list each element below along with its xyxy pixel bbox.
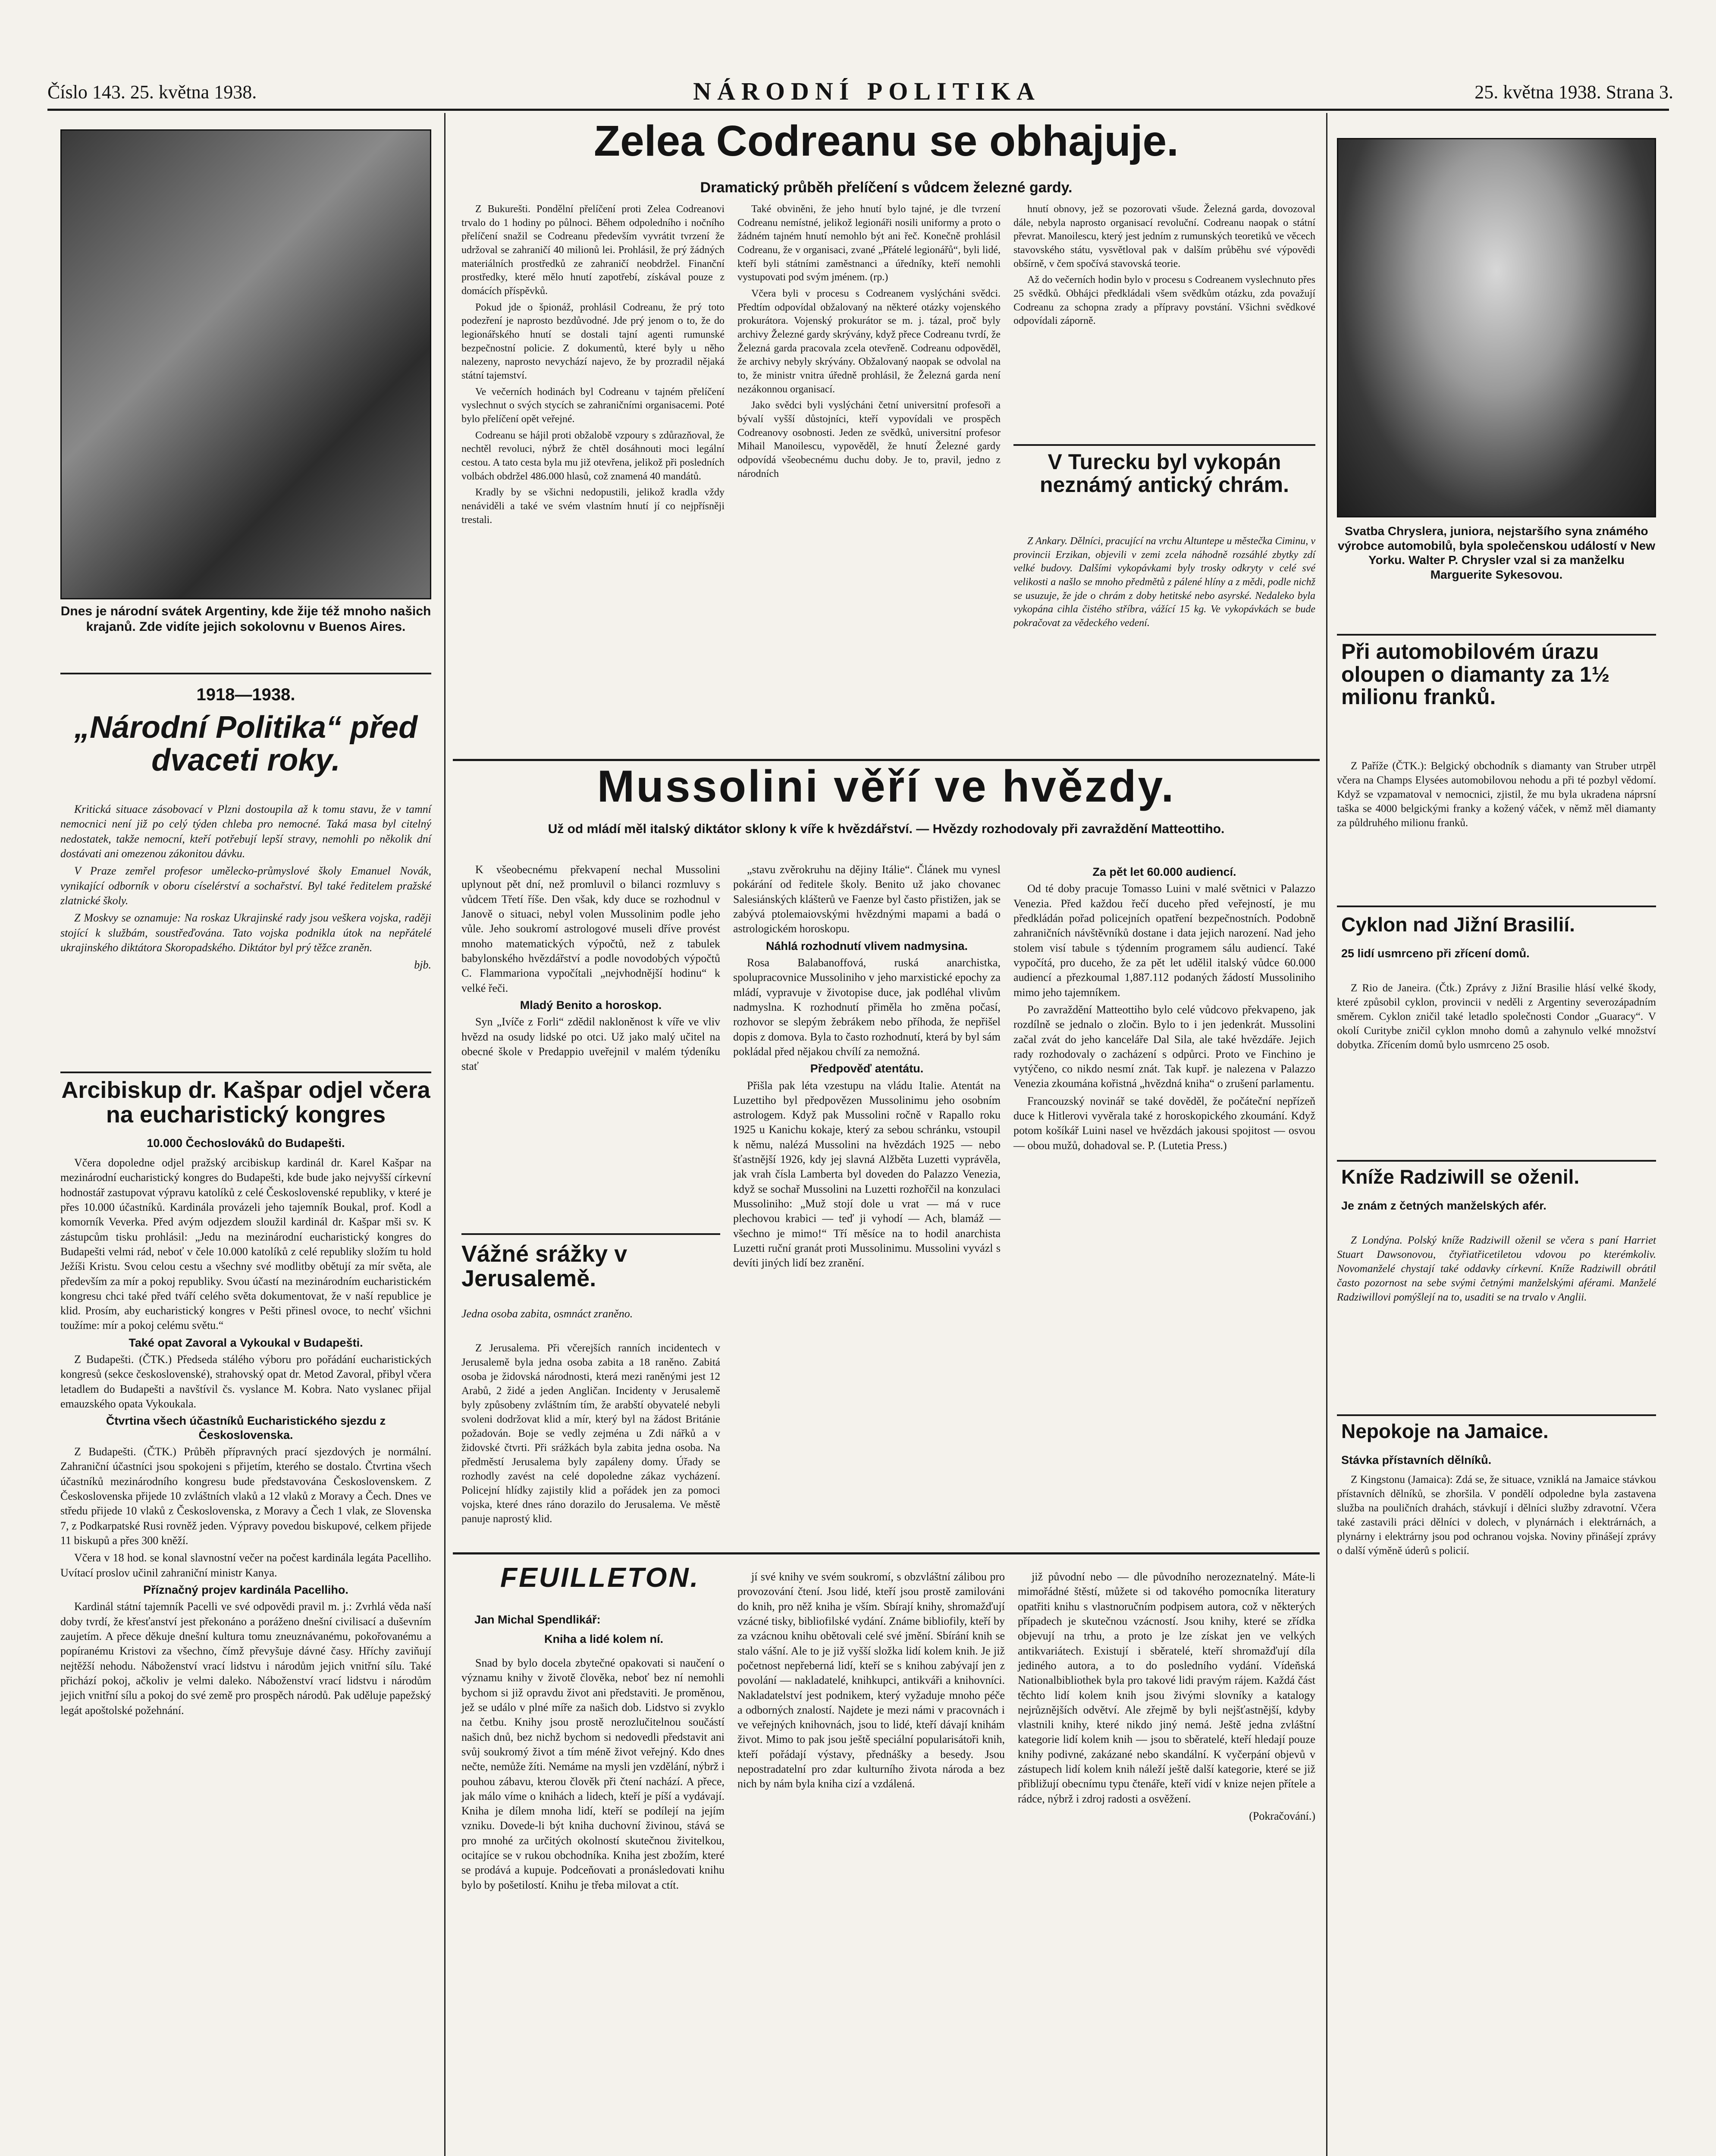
anniversary-headline: „Národní Politika“ před dvaceti roky. (74, 710, 418, 777)
nahla-subhead: Náhlá rozhodnutí vlivem nadmysina. (765, 939, 968, 953)
predpoved-subhead: Předpověď atentátu. (810, 1062, 924, 1075)
rule (461, 1233, 720, 1235)
paragraph: Z Kingstonu (Jamaica): Zdá se, že situace, vzniklá na Jamaice stávkou přístavních dělníků, se zhoršila. V pondělí odpoledne byla zastavena služba na pouličních drahách, stávkují i dělníci služby zdravotní. Včera také zastavili práci dělníci v dolech, v plynárnách i elektrárnách, a plynárny i elektrárny jsou pod ochranou vojska. Noviny přinášejí zprávy o další výměně úderů s policií. (1337, 1474, 1656, 1557)
diamant-headline: Při automobilovém úrazu oloupen o diamanty za 1½ milionu franků. (1341, 639, 1610, 709)
paragraph: Pokud jde o špionáž, prohlásil Codreanu, že prý toto podezření je naprosto bezdůvodné. Jde prý jenom o to, že do legionářského hnutí se dostali tajní agenti rumunské bezpečnostní policie. Z dokumentů, které byly u něho nalezeny, naprosto nevychází najevo, že by prozradil nějaká státní tajemství. (461, 301, 725, 382)
rule (1337, 1414, 1656, 1416)
feuilleton-col1 (461, 1656, 725, 1895)
rule (1337, 1160, 1656, 1162)
jamajka-body (1337, 1473, 1656, 1561)
mlady-subhead: Mladý Benito a horoskop. (520, 998, 662, 1012)
paragraph: Po zavraždění Matteottiho bylo celé vůdcovo překvapeno, jak rozdílně se jednalo o zločin. Bylo to i jen jedenkrát. Mussolini začal zvát do jeho kanceláře Dal Sila, ale také hvězdáře. Jejich rady rozhodovaly o zacházení s odpůrci. Proto ve Finchino je vytýčeno, co nikdo nesmí znát. Tak kupř. je nalezena v Palazzo Venezia zkoumána kořistná „hvězdná kniha“ o zrušení parlamentu. (1013, 1003, 1315, 1090)
paragraph: V Praze zemřel profesor umělecko-průmyslové školy Emanuel Novák, vynikající odborník v oboru císelérství a sochařství. Byl také ředitelem pražské zlatnické školy. (60, 865, 431, 907)
paragraph: K všeobecnému překvapení nechal Mussolini uplynout pět dní, než promluvil o bilanci rozmluvy s vůdcem Třetí říše. Den však, kdy duce se rozhodnul v Janově o situaci, nebyl volen Mussolinim podle jeho vůle. Jeho soukromí astrologové museli dříve provést mnoho matematických výpočtů, než z tabulek babylonského hvězdářství a podle novodobých výpočtů C. Flammariona vypočítali „nejvhodnější hodinu“ k velké řeči. (461, 863, 720, 994)
feuilleton-headline: FEUILLETON. (500, 1562, 700, 1593)
paragraph: Až do večerních hodin bylo v procesu s Codreanem vyslechnuto přes 25 svědků. Obhájci předkládali všem svědkům otázku, zda považují Codreanu za schopna zrady a přípravy povstání. Všichni svědkové odpovídali záporně. (1013, 274, 1315, 327)
rule (1337, 906, 1656, 907)
paragraph: Snad by bylo docela zbytečné opakovati si naučení o významu knihy v životě člověka, neboť bez ní nemohli bychom si již opravdu život ani představiti. Je proměnou, jež se událo v plné míře za našich dob. Lidstvo si zvyklo na četbu. Knihy jsou prostě nerozlučitelnou součástí našich dnů, bez nichž bychom si nedovedli představit ani svůj soukromý život a tím méně život veřejný. Kdo dnes nečte, nemůže žíti. Nemáme na mysli jen vzdělání, nýbrž i pouhou zábavu, kterou člověk při čtení nachází. A přece, jak málo víme o knihách a lidech, kteří je píší a vydávají. Kniha je dílem mnoha lidí, kteří se podílejí na jejím vzniku. Dovede-li být kniha duchovní živinou, stává se pro mnohé za určitých okolností skutečnou živitelkou, ocitajíce se v rukou obchodníka. Kniha jest zbožím, které se prodává a kupuje. Podceňovati a pronásledovati knihu bylo by pošetilostí. Knihu je třeba milovat a ctít. (461, 1657, 725, 1891)
rule (60, 673, 431, 674)
paragraph: Z Budapešti. (ČTK.) Předseda stálého výboru pro pořádání eucharistických kongresů (sekce československé), strahovský opat dr. Metod Zavoral, přibyl včera letadlem do Budapešti a navštívil čs. vyslance M. Kobra. Nato vyslanec přijal emauzského opata Vykoukala. (60, 1353, 431, 1410)
turecko-headline: V Turecku byl vykopán neznámý antický chrám. (1039, 450, 1289, 497)
paragraph: Z Londýna. Polský kníže Radziwill oženil se včera s paní Harriet Stuart Dawsonovou, čtyřiatřicetiletou vdovou po kterémkoliv. Novomanželé chystají také oddavky církevní. Kníže Radziwill obrátil často pozornost na sebe svými četnými manželskými aférami. Manželé Radziwillovi pomýšlejí na to, usaditi se na trvalo v Anglii. (1337, 1235, 1656, 1303)
continuation-note: (Pokračování.) (1249, 1810, 1315, 1822)
turecko-body (1013, 535, 1315, 633)
paragraph: Z Bukurešti. Pondělní přelíčení proti Zelea Codreanovi trvalo do 1 hodiny po půlnoci. Během odpoledního i nočního přelíčení snažil se Codreanu především vyvrátit tvrzení že udržoval se zahraničí 40 milionů lei. Prohlásil, že prý žádných materiálních prostředků ze zahraničí neobdržel. Finanční prostředky, které mělo hnutí zapotřebí, získával pouze z domácích příspěvků. (461, 204, 725, 297)
mussolini-col2 (733, 862, 1001, 1273)
radziwill-body (1337, 1233, 1656, 1307)
kaspar-headline: Arcibiskup dr. Kašpar odjel včera na eucharistický kongres (61, 1077, 430, 1128)
paragraph: Z Jerusalema. Při včerejších ranních incidentech v Jerusalemě byla jedna osoba zabita a 18 raněno. Zabitá osoba je židovská národnosti, která mezi raněnými jest 12 Arabů, 2 židé a jeden Angličan. Incidenty v Jerusalemě byly způsobeny zvláštním tím, že arabští obyvatelé nebyli svoleni dodržovat klid a mír, který byl na žádost Británie požadován. Boje se vedly zejména u Zdi nářků a v židovské čtvrti. Při srážkách byla zabita jedna osoba. Na předměstí Jerusalema byly zapáleny domy. Úřady se rozhodly zavést na celé dopoledne zákaz vycházení. Policejní hlídky zajistily klid a pořádek jen za pomoci vojska, které dnes ráno dorazilo do Jerusalema. Ve městě panuje naprostý klid. (461, 1342, 720, 1525)
paragraph: Z Rio de Janeira. (Čtk.) Zprávy z Jižní Brasilie hlásí velké škody, které způsobil cyklon, provincii v neděli z Argentiny severozápadním směrem. Cyklon zničil také letadlo společnosti Condor „Guaracy“. V okolí Curitybe zničil cyklon mnoho domů a zahynulo velké množství dobytka. Zřícením domů bylo usmrceno 25 osob. (1337, 982, 1656, 1051)
pacelli-subhead: Příznačný projev kardinála Pacelliho. (143, 1583, 348, 1596)
rule (1337, 634, 1656, 636)
codreanu-col3 (1013, 203, 1315, 331)
audience-subhead: Za pět let 60.000 audiencí. (1092, 865, 1236, 878)
paragraph: Od té doby pracuje Tomasso Luini v malé světnici v Palazzo Venezia. Před každou řečí duceho před veřejností, je mu předkládán pořad policejních opatření bezpečnostních. Podobně zahraničních návštěvníků dostane i data jejich narození. Nad jeho stolem visí tabule s týdenním programem sálu audiencí. Také vypočítá, pro duceho, že za pět let udělil italský vůdce 60.000 audiencí a přezkoumal 1,887.112 podaných žádostí Mussoliniho mimo jeho tajemníkem. (1013, 882, 1315, 999)
paragraph: Codreanu se hájil proti obžalobě vzpoury s zdůrazňoval, že nechtěl revoluci, nýbrž že chtěl dosáhnouti moci legální cestou. A tato cesta byla mu již otevřena, jelikož při posledních volbách obdržel 486.000 hlasů, což znamená 40 mandátů. (461, 429, 725, 482)
date-page: 25. května 1938. Strana 3. (1474, 81, 1673, 103)
rule (1013, 444, 1315, 446)
srazky-lede: Jedna osoba zabita, osmnáct zraněno. (461, 1307, 633, 1320)
mussolini-subtitle: Už od mládí měl italský diktátor sklony k víře k hvězdářství. — Hvězdy rozhodovaly při zavraždění Matteottiho. (548, 822, 1225, 836)
paragraph: Kradly by se všichni nedopustili, jelikož kradla vždy nenáviděli a také ve svém vlastním hnutí jí co nejpřísněji trestali. (461, 487, 725, 526)
paragraph: Včera v 18 hod. se konal slavnostní večer na počest kardinála legáta Pacelliho. Uvítací proslov učinil zahraniční ministr Kanya. (60, 1551, 431, 1579)
jamajka-subhead: Stávka přístavních dělníků. (1341, 1454, 1492, 1467)
paragraph: Kritická situace zásobovací v Plzni dostoupila až k tomu stavu, že v tamní nemocnici není již po celý týden chleba pro nemocné. Taká masa byl citelný nedostatek, takže nemocní, kteří potřebují lepší stravy, nemohli po několik dní dostávati ani omezenou zákonitou dávku. (60, 803, 431, 860)
column-separator (444, 113, 445, 2156)
srazky-body (461, 1341, 720, 1529)
argentina-photo (60, 129, 431, 599)
paragraph: Z Moskvy se oznamuje: Na roskaz Ukrajinské rady jsou veškera vojska, raději stojící k službám, soustřeďována. Tato vojska podnikla útok na nepřátelé ukrajinského diktátora Skoropadského. Diktátor byl prý těžce zraněn. (60, 912, 431, 954)
paragraph: jí své knihy ve svém soukromí, s obzvláštní zálibou pro provozování čtení. Jsou lidé, kteří jsou prostě zamilováni do knih, pro něž kniha je vším. Sbírají knihy, shromažďují vzácné tisky, bibliofilské vydání. Známe bibliofily, kteří by za vzácnou knihu obětovali celé své jmění. Sbírání knih se stalo vášní. Ale to je již vyšší složka lidí kolem knih. Je již početnost nepřeberná lidí, kteří se s knihou zabývají jen z povolání — nakladatelé, knihkupci, antikváři a knihovníci. Nakladatelství jest podnikem, který vyžaduje mnoho péče a odborných znalostí. Najdete je mezi námi v pracovnách i ve veřejných knihovnách, jsou to lidé, kteří dávají knihám život. Mimo to pak jsou ještě speciální popularisátoři knih, kteří pořádají výstavy, přednášky a besedy. Jsou nepostradatelní pro zdar kulturního života národa a bez nich by nám byla kniha cizí a vzdálená. (737, 1570, 1005, 1790)
newspaper-title: NÁRODNÍ POLITIKA (693, 77, 1041, 105)
kaspar-body (60, 1156, 431, 1720)
issue-number: Číslo 143. 25. května 1938. (47, 81, 257, 103)
paragraph: Francouzský novinář se také dověděl, že počáteční nepřízeň duce k Hitlerovi vyvěrala také z horoskopického zkoumání. Když potom košíkář Luini nasel ve hvězdách jakousi spojitost — osvou — obou mužů, dohadoval se. P. (Lutetia Press.) (1013, 1094, 1315, 1152)
rule (453, 1552, 1320, 1554)
mussolini-headline: Mussolini věří ve hvězdy. (597, 761, 1176, 812)
jamajka-headline: Nepokoje na Jamaice. (1341, 1420, 1549, 1442)
feuilleton-subtitle: Kniha a lidé kolem ní. (544, 1633, 664, 1645)
feuilleton-author: Jan Michal Spendlikář: (474, 1613, 601, 1626)
feuilleton-col3 (1018, 1570, 1315, 1824)
diamant-body (1337, 759, 1656, 833)
rule (60, 1072, 431, 1073)
paragraph: Z Budapešti. (ČTK.) Průběh přípravných prací sjezdových je normální. Zahraniční účastníci jsou spokojeni s přijetím, kterého se dostalo. Čtvrtina všech účastníků mezinárodního kongresu bude představována Československem. Z Československa přijede 10 zvláštních vlaků a 12 vlaků z Moravy a Čech. Dnes ve středu přijede 10 vlaků z Československa, z Moravy a Čech 1 vlak, ze Slovenska 7, z Podkarpatské Rusi rovněž jeden. Výpravy povedou biskupové, celkem přijede 11 biskupů a přes 300 kněží. (60, 1445, 431, 1547)
column-separator (1326, 113, 1327, 2156)
paragraph: Kardinál státní tajemník Pacelli ve své odpovědi pravil m. j.: Zvrhlá věda naší doby tvrdí, že křesťanství jest překonáno a poráženo dnešní civilisací a duševním zaujetím. A přece děkuje dnešní kultura tomu zneuznávanému, pokořovanému a popíranému Kristovi za všechno, čímž převyšuje dávné časy. Hříchy zaviňují nejtěžší nehodu. Náboženství vrací lidstvu i národům jejich vnitřní sílu. Také přichází pokoj, ačkoliv je velmi daleko. Náboženství vrací lidstvu i národům jejich vnitřní sílu a pokoj do své země pro prospěch národů. Pak uděluje papežský legát apoštolské požehnání. (60, 1600, 431, 1717)
rule (453, 759, 1320, 761)
cyklon-body (1337, 981, 1656, 1055)
kaspar-subhead: 10.000 Čechoslováků do Budapešti. (147, 1137, 345, 1150)
cyklon-subhead: 25 lidí usmrceno při zřícení domů. (1341, 947, 1530, 960)
codreanu-subtitle: Dramatický průběh přelíčení s vůdcem železné gardy. (700, 179, 1073, 196)
radziwill-headline: Kníže Radziwill se oženil. (1341, 1166, 1580, 1188)
paragraph: Ve večerních hodinách byl Codreanu v tajném přelíčení vyslechnut o svých stycích se zahraničními organisacemi. Poté bylo přelíčení opět veřejné. (461, 386, 725, 425)
mussolini-col3 (1013, 862, 1315, 1156)
zavoral-subhead: Také opat Zavoral a Vykoukal v Budapešti. (129, 1336, 363, 1349)
paragraph: již původní nebo — dle původního nerozeznatelný. Máte-li mimořádné štěstí, můžete si od takového pomocníka literatury opatřiti knihu s vlastnoručním podpisem autora, což v některých případech je skutečnou vzácností. Jsou knihy, které se zřídka objevují na trhu, a proto je lze získat jen ve velkých antikvariátech. Existují i sběratelé, kteří shromažďují díla jediného autora, a to do posledního vydání. Vídeňská Nationalbibliothek byla pro takové lidi pravým rájem. Každá část těchto lidí kolem knih jsou živými slovníky a katalogy nejrůznějších odvětví. Ale zřejmě by byli nejšťastnější, kdyby vlastnili knihy, které nikdo jiný nemá. Ještě jedna zvláštní kategorie lidí kolem knih — jsou to sběratelé, kteří hledají pouze knihy podivné, zakázané nebo skandální. K vyčerpání objevů v zástupech lidí kolem knih náleží ještě další kategorie, které se již přibližují obecnímu typu čtenáře, kteří vidí v knize nejen přítele a rádce, nýbrž i zdroj radosti a osvěžení. (1018, 1570, 1315, 1805)
paragraph: hnutí obnovy, jež se pozorovati všude. Železná garda, dovozoval dále, nebyla naprosto organisací revoluční. Codreanu naopak o státní převrat. Manoilescu, který jest jedním z rumunských teoretiků ve věcech stavovského státu, vysvětloval pak v dalším průběhu své výpovědi obšírně, v čem spočívá stavovská teorie. (1013, 204, 1315, 270)
codreanu-col2 (737, 203, 1001, 483)
paragraph: Také obviněni, že jeho hnutí bylo tajné, je dle tvrzení Codreanu nemístné, jelikož legionáři nosili uniformy a proto o žádném tajném hnutí nemohlo být ani řeč. Konečně prohlásil Codreanu, že v organisaci, zvané „Přátelé legionářů“, byli lidé, kteří byli státními zaměstnanci a úředníky, kteří nemohli vystupovati pod svým jménem. (rp.) (737, 204, 1001, 283)
paragraph: Přišla pak léta vzestupu na vládu Italie. Atentát na Luzettiho byl předpovězen Mussolinimu jeho osobním astrologem. Když pak Mussolini ročně v Rapallo roku 1925 u Kanichu kokaje, který za sebou schránku, vstoupil k němu, nalézá Mussolini na hvězdách 1925 — nebo šťastnější 1926, kdy jej slavná Alžběta Luzetti vyprávěla, jak vrah čísla Lamberta byl doveden do Palazzo Venezia, když se sochař Mussolini na Luzetti rozhořčil na konzulaci Mussoliniho: „Muž stojí dole u vrat — má v ruce plechovou krabici — teď ji vyhodí — Ach, blamáž — všechno je mimo!“ Tří měsíce na to hodil anarchista Luzetti ruční granát proti Mussolinimu. Mussolini vyvázl s devíti jiných lidí bez zranění. (733, 1079, 1001, 1269)
paragraph: Rosa Balabanoffová, ruská anarchistka, spolupracovnice Mussoliniho v jeho marxistické epochy za mládí, vypravuje v životopise duce, jak podléhal vlivům nadmyslna. K rozhodnutí přiměla ho změna počasí, rozhovor se slepým žebrákem nebo příhoda, že nepřišel dopis z domova. Byla to často rozhodnutí, která by byl sám pokládal před nějakou chvílí za nemožná. (733, 956, 1001, 1058)
anniversary-body (60, 802, 431, 972)
chrysler-wedding-photo (1337, 138, 1656, 517)
srazky-headline: Vážné srážky v Jerusalemě. (461, 1241, 627, 1291)
masthead-rule (47, 109, 1669, 111)
cyklon-headline: Cyklon nad Jižní Brasilií. (1341, 913, 1575, 936)
argentina-caption: Dnes je národní svátek Argentiny, kde žije též mnoho našich krajanů. Zde vidíte jejich sokolovnu v Buenos Aires. (60, 604, 431, 634)
paragraph: Z Ankary. Dělníci, pracující na vrchu Altuntepe u městečka Ciminu, v provincii Erzikan, objevili v zemi zcela náhodně rozsáhlé zbytky zdí velké budovy. Dalšími vykopávkami byly trosky odkryty v celé své velikosti a našlo se mnoho předmětů z pálené hlíny a z mědi, podle nichž se usuzuje, že jde o chrám z doby hetitské nebo asyrské. Nedaleko byla vykopána cihla čistého stříbra, vážící 15 kg. Ve vykopávkách se bude pokračovat za vědeckého vedení. (1013, 536, 1315, 629)
radziwill-subhead: Je znám z četných manželských afér. (1341, 1199, 1547, 1212)
paragraph: Včera dopoledne odjel pražský arcibiskup kardinál dr. Karel Kašpar na mezinárodní eucharistický kongres do Budapešti, kde bude jako nejvyšší církevní hodnostář zastupovat výpravu katolíků z celé Československé republiky, v které je přes 10.000 účastníků. Kardinála provázeli jeho tajemník Boukal, prof. Kodl a komorník Veverka. Před avým odjezdem sloužil kardinál dr. Kašpar mši sv. K zástupcům tisku prohlásil: „Jedu na mezinárodní eucharistický kongres do Budapešti velmi rád, neboť v čele 10.000 katolíků z celé republiky složím tu hold Ježíši Kristu. Svou celou cestu a všechny své modlitby obětují za mír světa, ale především za mír a pokoj republiky. Svou účastí na mezinárodním eucharistickém kongresu chci také před tváří celého světa dokumentovat, že v naší republice je klid. Prosím, aby eucharistický kongres v Pešti přinesl ovoce, to nechť všichni toužíme: mír a pokoj celému světu.“ (60, 1156, 431, 1332)
paragraph: Jako svědci byli vyslýcháni četní universitní profesoři a bývalí vyšší důstojníci, kteří vypovídali ve prospěch Codreanovy osobnosti. Jeden ze svědků, universitní profesor Mihail Manoilescu, vypověděl, že hnutí Železné gardy odpovídá všeobecnému duchu doby. Je to, pravil, jedno z národních (737, 400, 1001, 479)
paragraph: Z Paříže (ČTK.): Belgický obchodník s diamanty van Struber utrpěl včera na Champs Elysées automobilovou nehodu a při té pozbyl vědomí. Když se vzpamatoval v nemocnici, zjistil, že mu byla ukradena náprsní taška se 4000 belgickými franky a kožený váček, v němž měl diamanty za půldruhého milionu franků. (1337, 760, 1656, 829)
anniversary-years: 1918—1938. (196, 685, 295, 704)
codreanu-headline: Zelea Codreanu se obhajuje. (594, 117, 1179, 165)
ctvrtina-subhead: Čtvrtina všech účastníků Eucharistického sjezdu z Československa. (106, 1414, 386, 1442)
mussolini-col1 (461, 862, 720, 1076)
signature: bjb. (414, 959, 431, 971)
chrysler-caption: Svatba Chryslera, juniora, nejstaršího syna známého výrobce automobilů, byla společenskou událostí v New Yorku. Walter P. Chrysler vzal si za manželku Marguerite Sykesovou. (1338, 524, 1655, 581)
paragraph: „stavu zvěrokruhu na dějiny Itálie“. Článek mu vynesl pokárání od ředitele školy. Benito už jako chovanec Salesiánských klášterů ve Faenze byl často přistižen, jak se zabývá ptolemaiovskými hvězdnými mapami a badá o astrologickém horoskopu. (733, 863, 1001, 935)
paragraph: Syn „Ivíče z Forli“ zdědil nakloněnost k víře ve vliv hvězd na osudy lidské po otci. Už jako malý učitel na obecné škole v Predappio uveřejnil v malém týdeníku stať (461, 1015, 720, 1073)
feuilleton-col2 (737, 1570, 1005, 1794)
codreanu-col1 (461, 203, 725, 530)
paragraph: Včera byli v procesu s Codreanem vyslýcháni svědci. Předtím odpovídal obžalovaný na některé otázky vojenského prokurátora. Vojenský prokurátor se m. j. tázal, proč byly archivy Železné gardy skrývány, když přece Codreanu tvrdí, že Železná garda pracovala zcela otevřeně. Codreanu odpověděl, že archivy nebyly skrývány. Obžalovaný naopak se odvolal na to, že ministr vnitra úředně prohlásil, že Železná garda není nezákonnou organisací. (737, 288, 1001, 395)
